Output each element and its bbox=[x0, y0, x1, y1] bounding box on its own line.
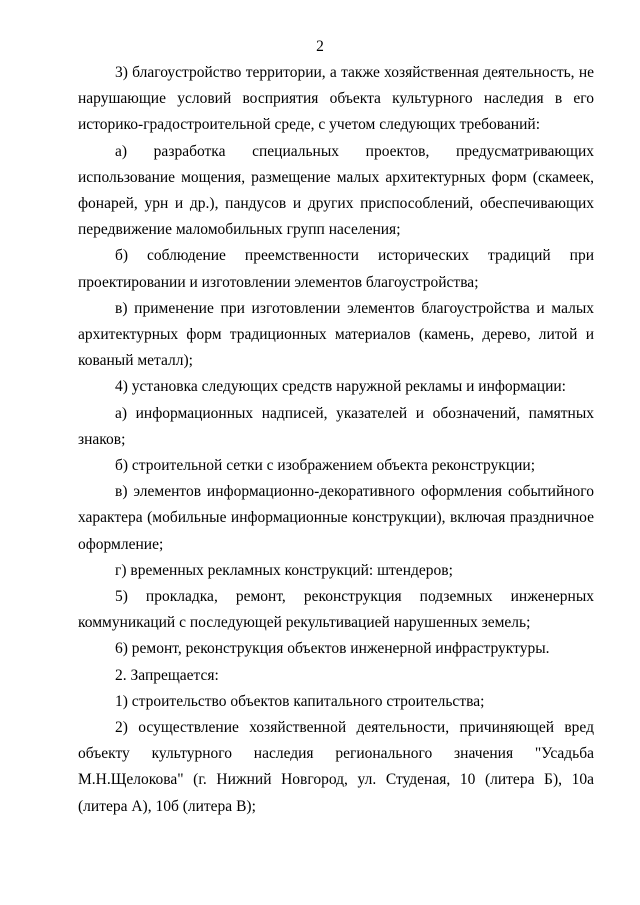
page-number: 2 bbox=[316, 38, 324, 55]
paragraph-item-4-advertising: 4) установка следующих средств наружной рекламы и информации: bbox=[115, 378, 566, 396]
paragraph-subitem-b-construction-mesh: б) строительной сетки с изображением объекта реконструкции; bbox=[115, 457, 536, 475]
paragraph-prohibited-item-2: 2) осуществление хозяйственной деятельности, причиняющей вред объекту культурного наследия регионального значения "Усадьба М.Н.Щелокова" (г. Нижний Новгород, ул. Студеная, 10 (литера Б), 10а (литера А), 10б (литера В); bbox=[78, 719, 594, 815]
paragraph-item-3-landscaping: 3) благоустройство территории, а также хозяйственная деятельность, не нарушающие условий восприятия объекта культурного наследия в его историко-градостроительной среде, с учетом следующих требований: bbox=[78, 64, 594, 134]
paragraph-subitem-g-temporary-structures: г) временных рекламных конструкций: штендеров; bbox=[115, 561, 453, 579]
paragraph-item-6-infrastructure: 6) ремонт, реконструкция объектов инженерной инфраструктуры. bbox=[115, 640, 550, 658]
paragraph-subitem-v-traditional-materials: в) применение при изготовлении элементов благоустройства и малых архитектурных форм традиционных материалов (камень, дерево, литой и кованый металл); bbox=[78, 299, 594, 370]
paragraph-subitem-v-decorative-design: в) элементов информационно-декоративного оформления событийного характера (мобильные информационные конструкции), включая праздничное оформление; bbox=[78, 483, 594, 553]
paragraph-subitem-b-continuity: б) соблюдение преемственности исторических традиций при проектировании и изготовлении элементов благоустройства; bbox=[78, 247, 594, 291]
document-body bbox=[78, 60, 594, 820]
section-heading-prohibited: 2. Запрещается: bbox=[115, 666, 219, 684]
paragraph-item-5-utilities: 5) прокладка, ремонт, реконструкция подземных инженерных коммуникаций с последующей рекультивацией нарушенных земель; bbox=[78, 588, 594, 632]
paragraph-prohibited-item-1: 1) строительство объектов капитального строительства; bbox=[115, 692, 485, 710]
paragraph-subitem-a-info-signs: а) информационных надписей, указателей и обозначений, памятных знаков; bbox=[78, 404, 594, 448]
paragraph-subitem-a-special-projects: а) разработка специальных проектов, предусматривающих использование мощения, размещение малых архитектурных форм (скамеек, фонарей, урн и др.), пандусов и других приспособлений, обеспечивающих передвижение маломобильных групп населения; bbox=[78, 142, 594, 239]
